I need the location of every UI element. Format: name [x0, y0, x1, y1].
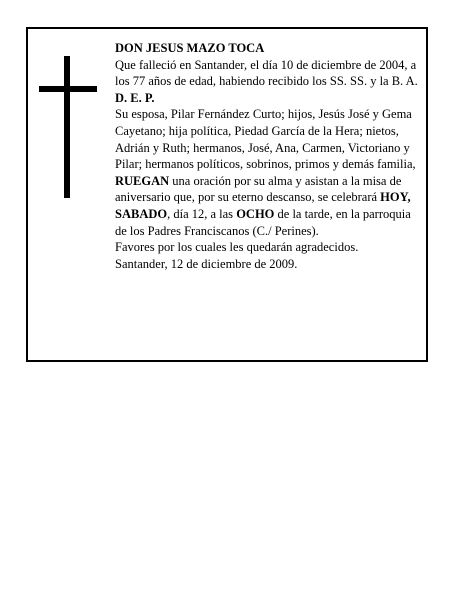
family-list: Su esposa, Pilar Fernández Curto; hijos, Jesús José y Gema Cayetano; hija política, Piedad García de la Hera; nietos, Adrián y Ruth; hermanos, José, Ana, Carmen, Victoriano y Pilar; hermanos políticos, sobrinos, primos y demás familia, [115, 107, 416, 172]
comma-separator: , [407, 190, 411, 205]
dep-line: D. E. P. [115, 90, 155, 105]
cross-horizontal-bar [39, 86, 97, 92]
ocho-word: OCHO [236, 206, 275, 221]
closing-line: Santander, 12 de diciembre de 2009. [115, 256, 298, 271]
cross-icon [39, 56, 97, 198]
mass-announcement [115, 173, 421, 239]
obituary-notice [26, 27, 428, 362]
obituary-text [115, 40, 421, 272]
ruegan-word: RUEGAN [115, 173, 170, 188]
deceased-name: DON JESUS MAZO TOCA [115, 41, 265, 55]
hoy-word: HOY [380, 190, 408, 205]
date-text: , día 12, a las [167, 206, 237, 221]
place-text: de la tarde, en la parroquia de los Padres Franciscanos (C./ Perines). [115, 206, 411, 238]
cross-vertical-bar [64, 56, 70, 198]
sabado-word: SABADO [115, 206, 168, 221]
thanks-line: Favores por los cuales les quedarán agradecidos. [115, 240, 359, 255]
ruegan-text: una oración por su alma y asistan a la misa de aniversario que, por su eterno descanso, se celebrará [115, 173, 402, 205]
death-details: Que falleció en Santander, el día 10 de diciembre de 2004, a los 77 años de edad, habiendo recibido los SS. SS. y la B. A. [115, 57, 418, 89]
